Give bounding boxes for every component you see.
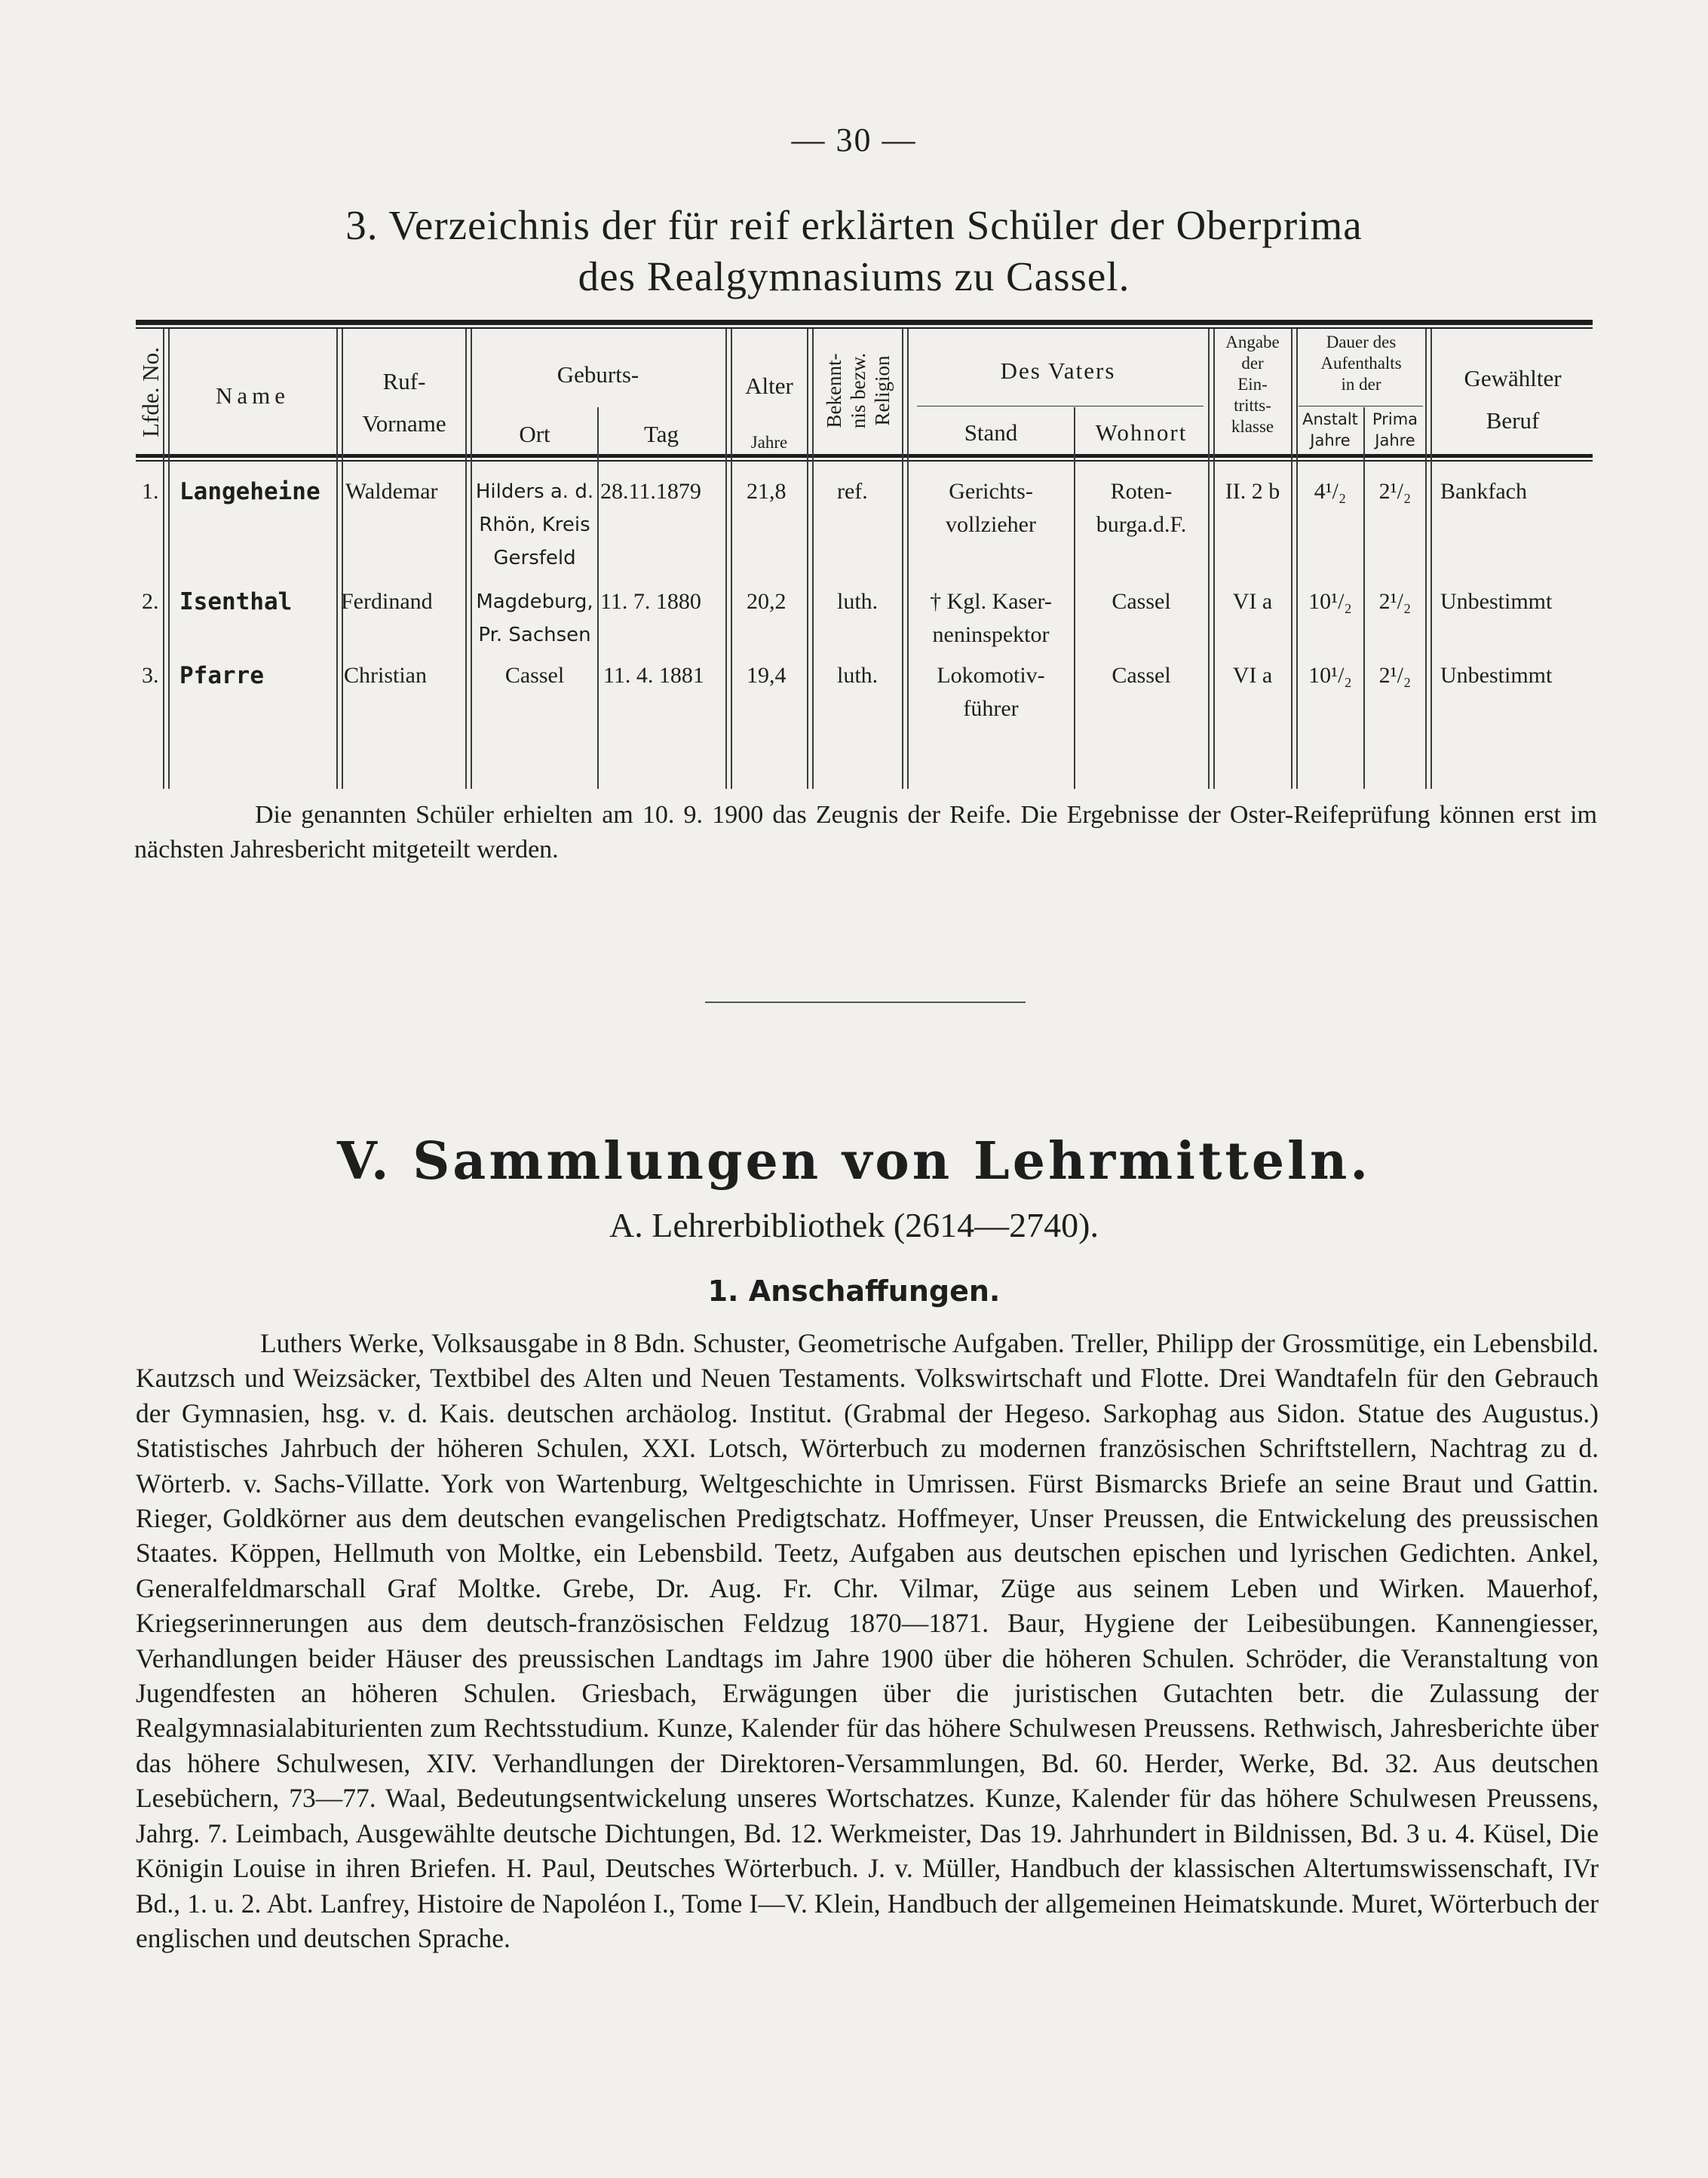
- row-1-tag: 28.11.1879: [600, 479, 701, 504]
- row-2-beruf: Unbestimmt: [1440, 589, 1553, 614]
- row-3-anstalt: 10¹/₂: [1308, 663, 1352, 688]
- header-religion: [814, 329, 901, 454]
- row-1-no: 1.: [142, 479, 159, 504]
- header-angabe-4: tritts-: [1234, 396, 1271, 415]
- row-2-ort-2: Pr. Sachsen: [478, 624, 591, 646]
- header-anstalt-1: Anstalt: [1302, 410, 1358, 428]
- header-ort: Ort: [519, 421, 550, 447]
- row-3-vorname: Christian: [344, 663, 427, 688]
- row-2-wohnort: Cassel: [1112, 589, 1171, 614]
- header-rufvorname: [344, 360, 465, 445]
- section-divider: [705, 1002, 1026, 1003]
- header-anstalt: [1298, 409, 1363, 451]
- row-3-alter: 19,4: [747, 663, 787, 688]
- header-geburts: Geburts-: [557, 361, 639, 388]
- row-3-tag: 11. 4. 1881: [603, 663, 704, 688]
- section-subsubtitle: 1. Anschaffungen.: [707, 1275, 1001, 1308]
- header-dauer-1: Dauer des: [1326, 333, 1397, 351]
- row-3-beruf: Unbestimmt: [1440, 663, 1553, 688]
- row-1-stand-1: Gerichts-: [949, 479, 1033, 504]
- row-1-ort: [474, 475, 596, 575]
- row-3-no: 3.: [142, 663, 159, 688]
- row-1-vorname: Waldemar: [345, 479, 438, 504]
- header-dauer-3: in der: [1341, 375, 1381, 394]
- row-3-klasse: VI a: [1232, 663, 1273, 688]
- row-2-stand-2: neninspektor: [932, 622, 1050, 647]
- header-jahre: Jahre: [750, 433, 788, 452]
- header-angabe: [1215, 332, 1290, 437]
- row-1-stand-2: vollzieher: [946, 512, 1036, 537]
- header-religion-3: Religion: [871, 355, 894, 426]
- row-2-klasse: VI a: [1232, 589, 1273, 614]
- header-prima: [1365, 409, 1425, 451]
- header-dauer-2: Aufenthalts: [1320, 354, 1402, 373]
- row-3-stand-1: Lokomotiv-: [937, 663, 1045, 688]
- row-1-ort-3: Gersfeld: [493, 547, 576, 569]
- row-1-wohnort-2: burga.d.F.: [1096, 512, 1187, 537]
- row-3-stand-2: führer: [963, 696, 1019, 721]
- row-3-religion: luth.: [837, 663, 879, 688]
- row-3-prima: 2¹/₂: [1378, 663, 1412, 688]
- table-header-rule: [136, 454, 1593, 458]
- header-stand: Stand: [964, 419, 1018, 446]
- header-alter: Alter: [745, 373, 793, 399]
- row-2-prima: 2¹/₂: [1378, 589, 1412, 614]
- header-angabe-3: Ein-: [1237, 375, 1268, 394]
- table-header-rule-thin: [136, 460, 1593, 462]
- header-beruf: [1432, 357, 1593, 442]
- row-3-wohnort: Cassel: [1112, 663, 1171, 688]
- row-3-ort: Cassel: [504, 663, 565, 688]
- row-2-alter: 20,2: [747, 589, 787, 614]
- row-2-name: Isenthal: [179, 588, 293, 615]
- row-2-stand-1: † Kgl. Kaser-: [930, 589, 1052, 614]
- table-title-line-2: des Realgymnasiums zu Cassel.: [578, 253, 1130, 299]
- table-note: Die genannten Schüler erhielten am 10. 9. 1900 das Zeugnis der Reife. Die Ergebnisse der Oster-Reifeprüfung können erst im nächsten Jahresbericht mitgeteilt werden.: [134, 801, 1597, 864]
- row-2-stand: [910, 585, 1072, 652]
- header-religion-1: Bekennt-: [823, 353, 845, 428]
- row-1-wohnort-1: Roten-: [1110, 479, 1173, 504]
- header-beruf-1: Gewählter: [1464, 365, 1562, 391]
- row-1-stand: [910, 475, 1072, 541]
- acquisitions-text: Luthers Werke, Volksausgabe in 8 Bdn. Schuster, Geometrische Aufgaben. Treller, Philipp der Grossmütige, ein Lebensbild. Kautzsch und Weizsäcker, Textbibel des Alten und Neuen Testaments. Volkswirtschaft und Flotte. Drei Wandtafeln für den Gebrauch der Gymnasien, hsg. v. d. Kais. deutschen archäolog. Institut. (Grabmal der Hegeso. Sarkophag aus Sidon. Statue des Augustus.) Statistisches Jahrbuch der höheren Schulen, XXI. Lotsch, Wörterbuch zu modernen französischen Schriftstellern, Nachtrag zu d. Wörterb. v. Sachs-Villatte. York von Wartenburg, Weltgeschichte in Umrissen. Fürst Bismarcks Briefe an seine Braut und Gattin. Rieger, Goldkörner aus dem deutschen evangelischen Predigtschatz. Hoffmeyer, Unser Preussen, die Entwickelung des preussischen Staates. Köppen, Hellmuth von Moltke, ein Lebensbild. Teetz, Aufgaben aus deutschen epischen und lyrischen Gedichten. Ankel, Generalfeldmarschall Graf Moltke. Grebe, Dr. Aug. Fr. Chr. Vilmar, Züge aus seinem Leben und Wirken. Mauerhof, Kriegserinnerungen aus dem deutsch-französischen Feldzug 1870—1871. Baur, Hygiene der Leibesübungen. Kannengiesser, Verhandlungen beider Häuser des preussischen Landtags im Jahre 1900 über die höheren Schulen. Schröder, die Veranstaltung von Jugendfesten an höheren Schulen. Griesbach, Erwägungen über die juristischen Gutachten betr. die Zulassung der Realgymnasialabiturienten zum Rechtsstudium. Kunze, Kalender für das höhere Schulwesen Preussens. Rethwisch, Jahresberichte über das höhere Schulwesen, XIV. Verhandlungen der Direktoren-Versammlungen, Bd. 60. Herder, Werke, Bd. 32. Aus deutschen Lesebüchern, 73—77. Waal, Bedeutungsentwickelung unseres Wortschatzes. Kunze, Kalender für das höhere Schulwesen Preussens, Jahrg. 7. Leimbach, Ausgewählte deutsche Dichtungen, Bd. 12. Werkmeister, Das 19. Jahrhundert in Bildnissen, Bd. 3 u. 4. Küsel, Die Königin Louise in ihren Briefen. H. Paul, Deutsches Wörterbuch. J. v. Müller, Handbuch der klassischen Altertumswissenschaft, IVr Bd., 1. u. 2. Abt. Lanfrey, Histoire de Napoléon I., Tome I—V. Klein, Handbuch der allgemeinen Heimatskunde. Muret, Wörterbuch der englischen und deutschen Sprache.: [136, 1328, 1599, 1953]
- header-beruf-2: Beruf: [1486, 407, 1540, 434]
- row-1-alter: 21,8: [747, 479, 787, 504]
- header-angabe-2: der: [1241, 354, 1264, 373]
- row-3-name: Pfarre: [179, 662, 264, 689]
- header-ruf: Ruf-: [382, 368, 426, 394]
- row-1-klasse: II. 2 b: [1225, 479, 1280, 504]
- row-2-religion: luth.: [837, 589, 879, 614]
- header-des-vaters: Des Vaters: [1000, 357, 1116, 384]
- row-2-ort: [474, 585, 596, 652]
- row-1-wohnort: [1075, 475, 1207, 541]
- section-title: V. Sammlungen von Lehrmitteln.: [336, 1131, 1372, 1192]
- row-2-ort-1: Magdeburg,: [476, 591, 593, 613]
- row-1-anstalt: 4¹/₂: [1314, 479, 1347, 504]
- row-2-tag: 11. 7. 1880: [600, 589, 701, 614]
- header-lfd-no: Lfde. No.: [137, 347, 164, 437]
- table-top-rule: [136, 320, 1593, 325]
- header-wohnort: Wohnort: [1095, 419, 1188, 446]
- graduates-table: [0, 0, 1708, 799]
- row-2-no: 2.: [142, 589, 159, 614]
- header-angabe-5: klasse: [1231, 417, 1274, 436]
- row-1-ort-2: Rhön, Kreis: [479, 514, 590, 536]
- row-2-vorname: Ferdinand: [341, 589, 433, 614]
- row-1-name: Langeheine: [179, 478, 320, 505]
- header-anstalt-2: Jahre: [1310, 431, 1351, 449]
- row-1-religion: ref.: [837, 479, 868, 504]
- row-1-ort-1: Hilders a. d.: [475, 480, 594, 503]
- header-dauer: [1298, 332, 1424, 395]
- header-prima-1: Prima: [1372, 410, 1418, 428]
- section-subtitle: A. Lehrerbibliothek (2614—2740).: [609, 1206, 1099, 1244]
- header-vorname: Vorname: [362, 410, 446, 437]
- header-tag: Tag: [643, 421, 679, 447]
- row-2-anstalt: 10¹/₂: [1308, 589, 1352, 614]
- row-3-stand: [910, 659, 1072, 725]
- page-number: — 30 —: [791, 121, 917, 158]
- row-1-beruf: Bankfach: [1440, 479, 1527, 504]
- header-religion-2: nis bezw.: [847, 352, 869, 429]
- header-name: Name: [215, 382, 290, 409]
- header-prima-2: Jahre: [1375, 431, 1415, 449]
- header-angabe-1: Angabe: [1225, 333, 1280, 351]
- row-1-prima: 2¹/₂: [1378, 479, 1412, 504]
- table-title-line-1: 3. Verzeichnis der für reif erklärten Schüler der Oberprima: [345, 202, 1363, 248]
